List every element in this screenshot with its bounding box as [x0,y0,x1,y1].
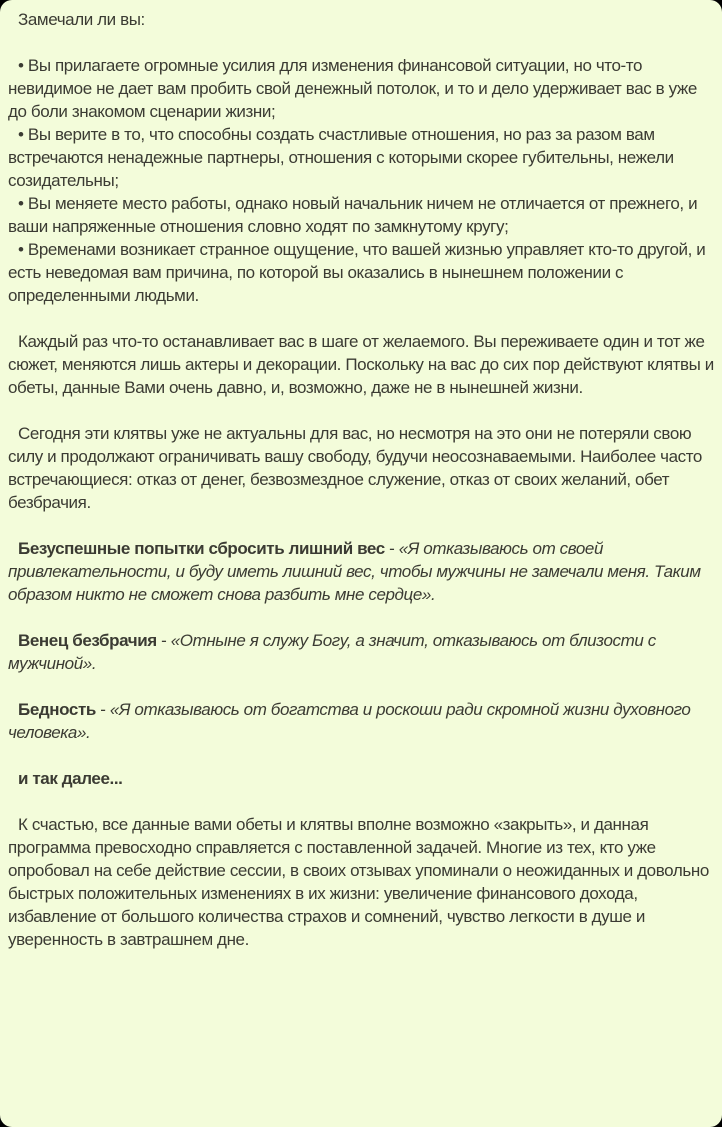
bullet-item-feeling: • Временами возникает странное ощущение, что вашей жизнью управляет кто-то другой, и есть неведомая вам причина, по которой вы оказались в нынешнем положении с определенными людьми. [8,240,706,305]
vow-title-poverty: Бедность [18,700,96,719]
vow-title-weight: Безуспешные попытки сбросить лишний вес [18,539,385,558]
paragraph-vows-today: Сегодня эти клятвы уже не актуальны для вас, но несмотря на это они не потеряли свою силу и продолжают ограничивать вашу свободу, будучи неосознаваемыми. Наиболее часто встречающиеся: отказ от денег, безвозмездное служение, отказ от своих желаний, обет безбрачия. [8,424,702,512]
vow-title-celibacy: Венец безбрачия [18,631,157,650]
closing-paragraph: К счастью, все данные вами обеты и клятвы вполне возможно «закрыть», и данная программа превосходно справляется с поставленной задачей. Многие из тех, кто уже опробовал на себе действие сессии, в своих отзывах упоминали о неожиданных и довольно быстрых положительных изменениях в их жизни: увеличение финансового дохода, избавление от большого количества страхов и сомнений, чувство легкости в душе и уверенность в завтрашнем дне. [8,815,709,949]
vow-quote-weight: «Я отказываюсь от своей привлекательности, и буду иметь лишний вес, чтобы мужчины не замечали меня. Таким образом никто не сможет снова разбить мне сердце». [8,539,701,604]
vow-paragraph-celibacy [8,629,714,675]
intro-line: Замечали ли вы: [18,10,145,29]
etcetera-line: и так далее... [18,769,123,788]
vow-paragraph-poverty [8,698,714,744]
bullet-item-work: • Вы меняете место работы, однако новый начальник ничем не отличается от прежнего, и ваши напряженные отношения словно ходят по замкнутому кругу; [8,194,698,236]
vow-quote-celibacy: «Отныне я служу Богу, а значит, отказываюсь от близости с мужчиной». [8,631,656,673]
vow-separator: - [156,631,171,650]
bullet-item-finance: • Вы прилагаете огромные усилия для изменения финансовой ситуации, но что-то невидимое не дает вам пробить свой денежный потолок, и то и дело удерживает вас в уже до боли знакомом сценарии жизни; [8,56,697,121]
paragraph-repeating-plot: Каждый раз что-то останавливает вас в шаге от желаемого. Вы переживаете один и тот же сюжет, меняются лишь актеры и декорации. Поскольку на вас до сих пор действуют клятвы и обеты, данные Вами очень давно, и, возможно, даже не в нынешней жизни. [8,332,714,397]
vow-separator: - [384,539,399,558]
bullet-item-relationships: • Вы верите в то, что способны создать счастливые отношения, но раз за разом вам встречаются ненадежные партнеры, отношения с которыми скорее губительны, нежели созидательны; [8,125,674,190]
symptoms-bullet-list [8,54,714,307]
vow-paragraph-weight [8,537,714,606]
vow-separator: - [95,700,110,719]
vow-quote-poverty: «Я отказываюсь от богатства и роскоши ради скромной жизни духовного человека». [8,700,691,742]
